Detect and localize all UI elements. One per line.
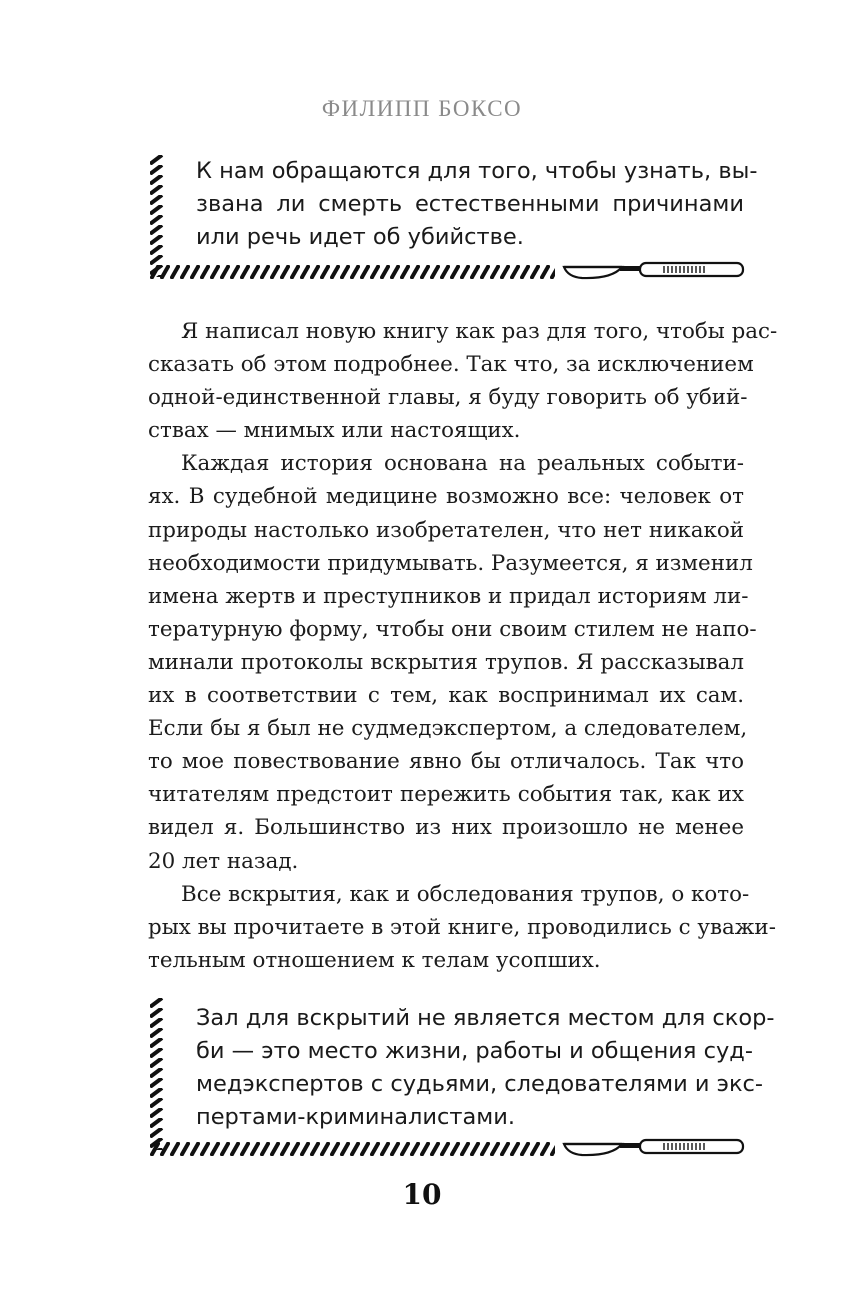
callout-line: К нам обращаются для того, чтобы узнать, вы-: [196, 158, 758, 184]
hatched-border-vertical: [150, 155, 164, 277]
text-line: рых вы прочитаете в этой книге, проводились с уважи-: [148, 914, 776, 940]
text-line: одной-единственной главы, я буду говорить об убий-: [148, 385, 748, 411]
callout-line: звана ли смерть естественными причинами: [196, 191, 744, 217]
scalpel-icon: [562, 1138, 747, 1160]
running-head: ФИЛИПП БОКСО: [321, 96, 523, 121]
paragraph: [148, 878, 776, 977]
text-line: ствах — мнимых или настоящих.: [148, 418, 521, 444]
callout-bottom: [150, 998, 775, 1168]
hatched-border-horizontal: [150, 1142, 555, 1156]
callout-line: медэкспертов с судьями, следователями и экс-: [196, 1071, 764, 1097]
callout-top: [150, 155, 758, 290]
body-text: [148, 315, 778, 977]
text-line: сказать об этом подробнее. Так что, за исключением: [148, 352, 754, 378]
text-line: их в соответствии с тем, как воспринимал их сам.: [148, 683, 744, 709]
paragraph: [148, 315, 778, 447]
text-line: то мое повествование явно бы отличалось. Так что: [148, 749, 744, 775]
text-line: Все вскрытия, как и обследования трупов, о кото-: [181, 881, 750, 907]
paragraph: [148, 447, 757, 877]
callout-line: или речь идет об убийстве.: [196, 224, 524, 250]
text-line: ях. В судебной медицине возможно все: человек от: [148, 484, 744, 510]
callout-line: би — это место жизни, работы и общения суд-: [196, 1038, 753, 1064]
text-line: Я написал новую книгу как раз для того, чтобы рас-: [181, 319, 778, 344]
text-line: 20 лет назад.: [148, 848, 299, 874]
text-line: видел я. Большинство из них произошло не менее: [148, 815, 744, 841]
callout-bottom-text: [196, 1002, 775, 1134]
page-number: 10: [402, 1178, 442, 1211]
text-line: необходимости придумывать. Разумеется, я изменил: [148, 550, 753, 576]
text-line: читателям предстоит пережить события так, как их: [148, 782, 744, 808]
text-line: имена жертв и преступников и придал историям ли-: [148, 583, 749, 609]
text-line: Каждая история основана на реальных событи-: [181, 451, 744, 477]
scalpel-icon: [562, 261, 747, 283]
text-line: природы настолько изобретателен, что нет никакой: [148, 517, 744, 543]
callout-line: Зал для вскрытий не является местом для скор-: [196, 1005, 775, 1031]
text-line: Если бы я был не судмедэкспертом, а следователем,: [148, 716, 748, 742]
callout-top-text: [196, 155, 758, 254]
callout-line: пертами-криминалистами.: [196, 1104, 516, 1130]
hatched-border-vertical: [150, 998, 164, 1150]
text-line: минали протоколы вскрытия трупов. Я рассказывал: [148, 649, 744, 675]
text-line: тературную форму, чтобы они своим стилем не напо-: [148, 616, 757, 642]
hatched-border-horizontal: [150, 265, 555, 279]
text-line: тельным отношением к телам усопших.: [148, 947, 601, 973]
